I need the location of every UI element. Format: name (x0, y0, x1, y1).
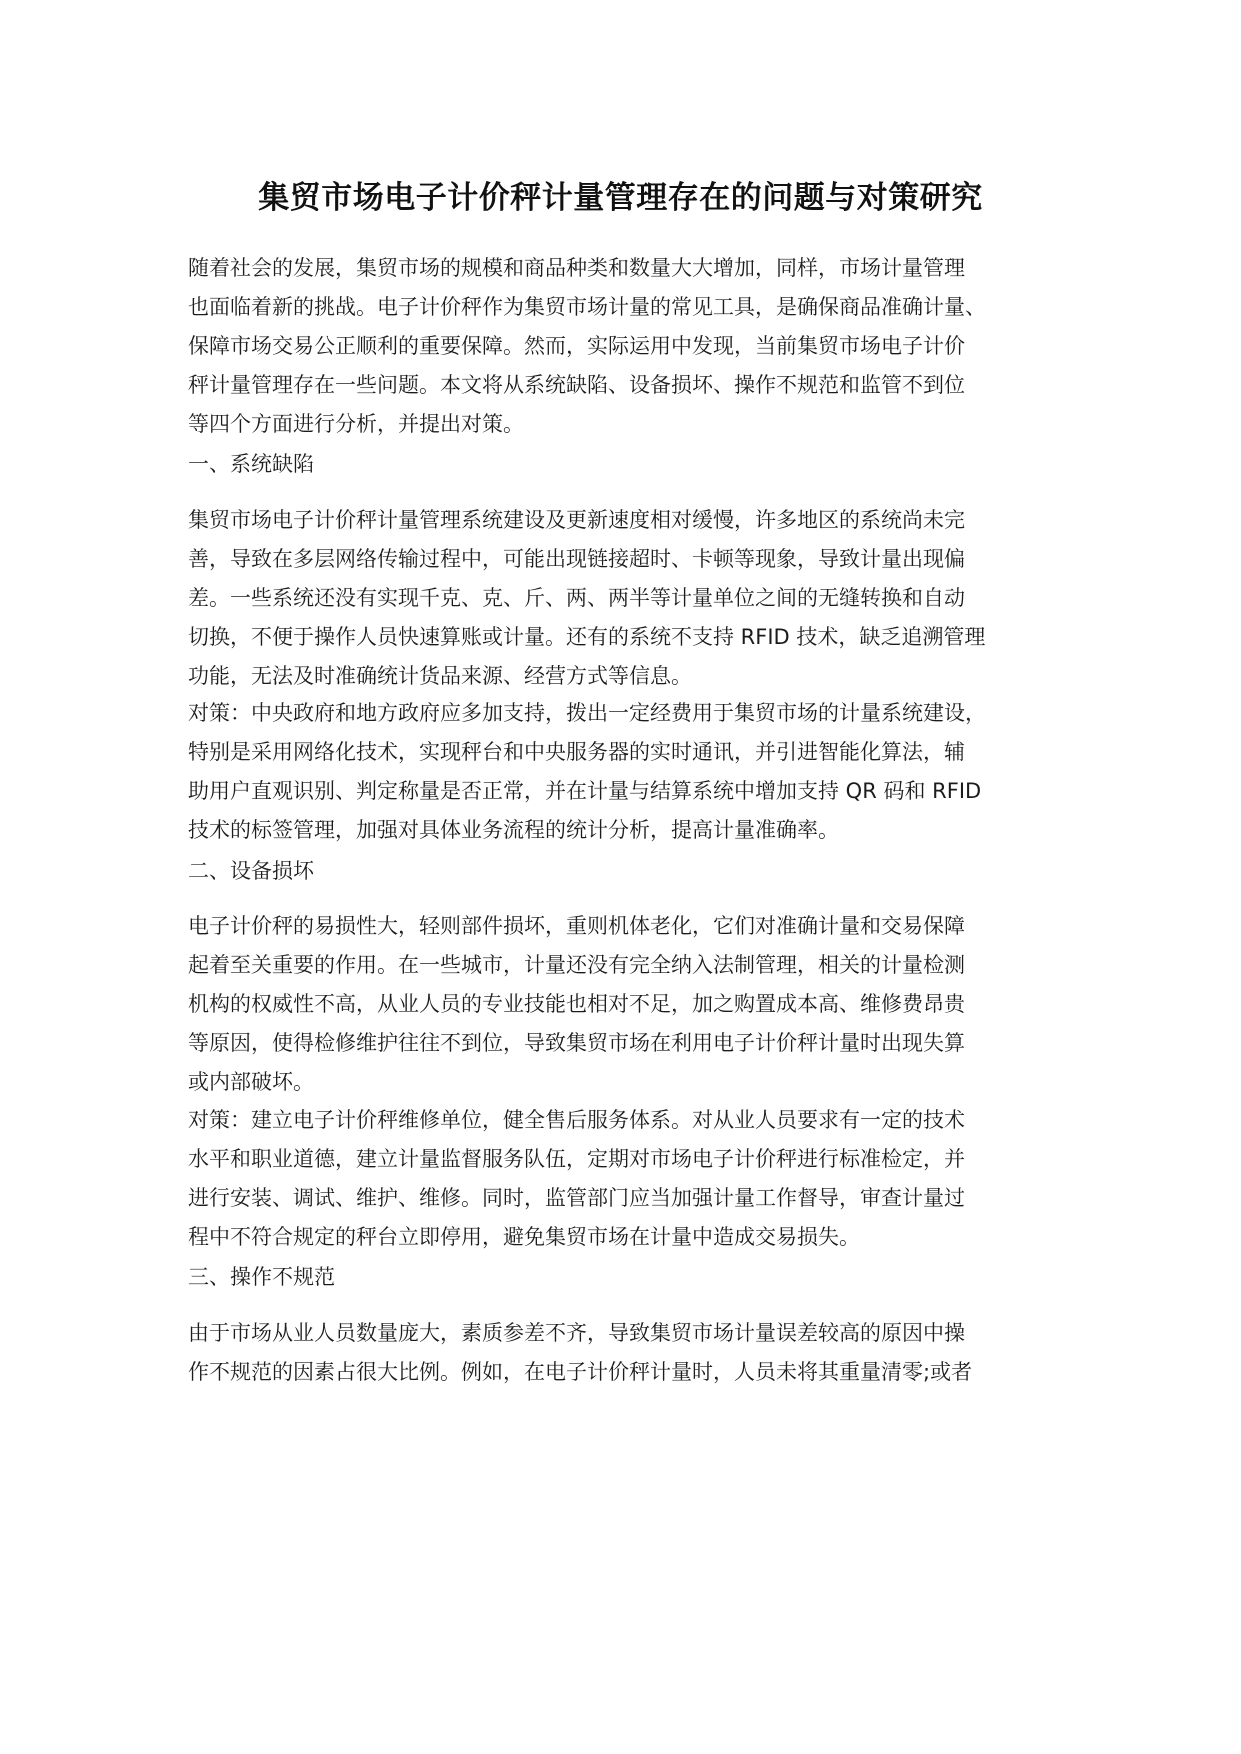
section-heading-irregular-operation: 三、操作不规范 (188, 1265, 335, 1289)
text-line: 也面临着新的挑战。电子计价秤作为集贸市场计量的常见工具，是确保商品准确计量、 (188, 295, 986, 319)
section1-body-paragraph (188, 501, 1068, 696)
text-line: 程中不符合规定的秤台立即停用，避免集贸市场在计量中造成交易损失。 (188, 1225, 860, 1249)
section1-measure-paragraph (188, 694, 1068, 850)
section-heading-system-defects: 一、系统缺陷 (188, 452, 314, 476)
text-line: 作不规范的因素占很大比例。例如，在电子计价秤计量时，人员未将其重量清零;或者 (188, 1360, 973, 1384)
text-line: 对策：建立电子计价秤维修单位，健全售后服务体系。对从业人员要求有一定的技术 (188, 1108, 965, 1132)
text-line: 或内部破坏。 (188, 1070, 314, 1094)
text-line: 由于市场从业人员数量庞大，素质参差不齐，导致集贸市场计量误差较高的原因中操 (188, 1321, 965, 1345)
document-title: 集贸市场电子计价秤计量管理存在的问题与对策研究 (258, 180, 983, 216)
text-line: 起着至关重要的作用。在一些城市，计量还没有完全纳入法制管理，相关的计量检测 (188, 953, 965, 977)
text-line: 特别是采用网络化技术，实现秤台和中央服务器的实时通讯，并引进智能化算法，辅 (188, 740, 965, 764)
text-line: 功能，无法及时准确统计货品来源、经营方式等信息。 (188, 664, 692, 688)
text-line: 电子计价秤的易损性大，轻则部件损坏，重则机体老化，它们对准确计量和交易保障 (188, 914, 965, 938)
text-line: 助用户直观识别、判定称量是否正常，并在计量与结算系统中增加支持 QR 码和 RFID (188, 779, 982, 803)
text-line: 技术的标签管理，加强对具体业务流程的统计分析，提高计量准确率。 (188, 818, 839, 842)
text-line: 秤计量管理存在一些问题。本文将从系统缺陷、设备损坏、操作不规范和监管不到位 (188, 373, 965, 397)
text-line: 对策：中央政府和地方政府应多加支持，拨出一定经费用于集贸市场的计量系统建设， (188, 701, 986, 725)
text-line: 善，导致在多层网络传输过程中，可能出现链接超时、卡顿等现象，导致计量出现偏 (188, 547, 965, 571)
section3-body-paragraph (188, 1314, 1068, 1392)
text-line: 随着社会的发展，集贸市场的规模和商品种类和数量大大增加，同样，市场计量管理 (188, 256, 965, 280)
text-line: 集贸市场电子计价秤计量管理系统建设及更新速度相对缓慢，许多地区的系统尚未完 (188, 508, 965, 532)
text-line: 进行安装、调试、维护、维修。同时，监管部门应当加强计量工作督导，审查计量过 (188, 1186, 965, 1210)
section-heading-equipment-damage: 二、设备损坏 (188, 859, 314, 883)
intro-paragraph (188, 249, 1068, 444)
text-line: 保障市场交易公正顺利的重要保障。然而，实际运用中发现，当前集贸市场电子计价 (188, 334, 965, 358)
text-line: 差。一些系统还没有实现千克、克、斤、两、两半等计量单位之间的无缝转换和自动 (188, 586, 965, 610)
text-line: 水平和职业道德，建立计量监督服务队伍，定期对市场电子计价秤进行标准检定，并 (188, 1147, 965, 1171)
text-line: 等原因，使得检修维护往往不到位，导致集贸市场在利用电子计价秤计量时出现失算 (188, 1031, 965, 1055)
text-line: 机构的权威性不高，从业人员的专业技能也相对不足，加之购置成本高、维修费昂贵 (188, 992, 965, 1016)
section2-body-paragraph (188, 907, 1068, 1102)
section2-measure-paragraph (188, 1101, 1068, 1257)
text-line: 切换，不便于操作人员快速算账或计量。还有的系统不支持 RFID 技术，缺乏追溯管理 (188, 625, 986, 649)
text-line: 等四个方面进行分析，并提出对策。 (188, 412, 524, 436)
